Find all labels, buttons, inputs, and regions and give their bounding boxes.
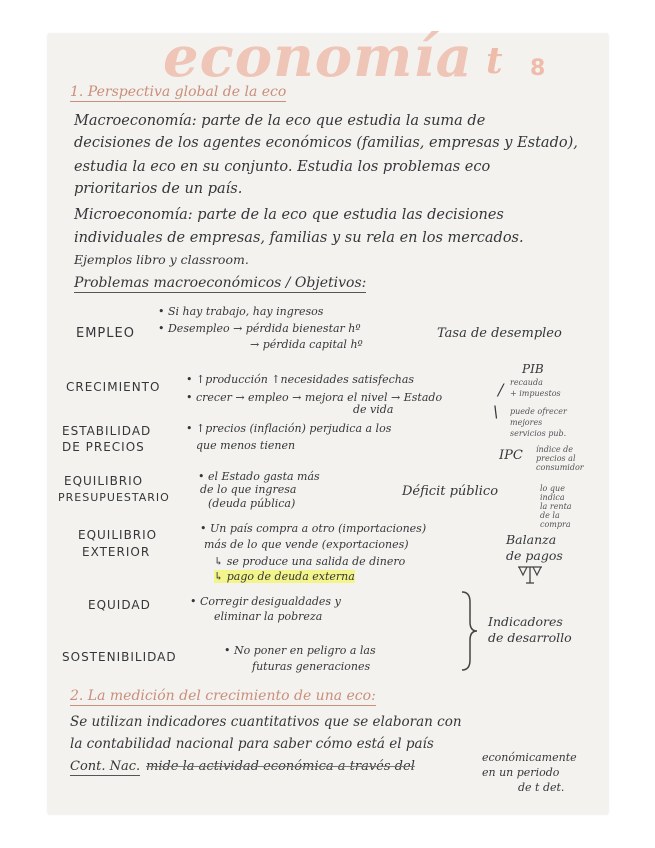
crecimiento-note: recauda: [510, 378, 543, 387]
estabilidad-note: índice de: [536, 445, 574, 454]
crecimiento-line: • ↑producción ↑necesidades satisfechas: [186, 373, 415, 386]
sostenibilidad-line: futuras generaciones: [252, 660, 371, 673]
crecimiento-line: de vida: [353, 403, 394, 416]
macro-line: Macroeconomía: parte de la eco que estudia la suma de: [74, 113, 486, 129]
micro-line: Microeconomía: parte de la eco que estudia las decisiones: [74, 207, 504, 223]
presupuesto-note: lo que: [540, 484, 565, 493]
crecimiento-note: puede ofrecer: [510, 407, 567, 416]
indicadores-label: de desarrollo: [488, 630, 572, 645]
cont-nac-text: mide la actividad económica a través del: [146, 759, 415, 774]
presupuesto-line: (deuda pública): [208, 497, 296, 510]
exterior-line: • Un país compra a otro (importaciones): [200, 522, 427, 535]
presupuesto-note: de la: [540, 511, 560, 520]
problems-heading: Problemas macroeconómicos / Objetivos:: [74, 275, 367, 291]
estabilidad-note: consumidor: [536, 463, 584, 472]
equidad-label: EQUIDAD: [88, 598, 151, 612]
title-topic-letter: t: [486, 40, 503, 82]
empleo-indicator: Tasa de desempleo: [437, 326, 562, 341]
section-2-note: en un periodo: [482, 766, 560, 779]
equidad-line: eliminar la pobreza: [214, 610, 323, 623]
title-topic-number: 8: [530, 56, 546, 81]
section-2-line: Se utilizan indicadores cuantitativos que se elaboran con: [70, 714, 462, 730]
crecimiento-indicator: PIB: [522, 362, 544, 376]
presupuesto-line: • el Estado gasta más: [198, 470, 320, 483]
empleo-label: EMPLEO: [76, 326, 135, 341]
estabilidad-indicator: IPC: [499, 448, 523, 463]
empleo-line: • Desempleo → pérdida bienestar hº: [158, 322, 361, 335]
crecimiento-line: • crecer → empleo → mejora el nivel → Estado: [186, 391, 443, 404]
presupuesto-label: EQUILIBRIO: [64, 474, 144, 488]
presupuesto-line: de lo que ingresa: [200, 483, 297, 496]
section-2-note: económicamente: [482, 751, 577, 764]
page-title: economía: [163, 24, 473, 90]
equidad-line: • Corregir desigualdades y: [190, 595, 341, 608]
crecimiento-label: CRECIMIENTO: [66, 380, 161, 394]
estabilidad-line: • ↑precios (inflación) perjudica a los: [186, 422, 392, 435]
crecimiento-backslash: \: [493, 402, 499, 421]
estabilidad-label: ESTABILIDAD: [62, 424, 152, 438]
section-2-line: la contabilidad nacional para saber cómo está el país: [70, 736, 434, 752]
estabilidad-note: precios al: [536, 454, 576, 463]
presupuesto-note: compra: [540, 520, 571, 529]
empleo-line: • Si hay trabajo, hay ingresos: [158, 305, 324, 318]
presupuesto-note: la renta: [540, 502, 572, 511]
exterior-indicator: Balanza: [506, 532, 557, 547]
exterior-label: EQUILIBRIO: [78, 528, 158, 542]
crecimiento-slash: /: [498, 380, 504, 399]
curly-brace-icon: [458, 590, 480, 672]
presupuesto-label: PRESUPUESTARIO: [58, 491, 170, 504]
estabilidad-label: DE PRECIOS: [62, 440, 145, 454]
micro-line: Ejemplos libro y classroom.: [74, 252, 249, 267]
macro-line: decisiones de los agentes económicos (familias, empresas y Estado),: [74, 135, 578, 151]
exterior-line: más de lo que vende (exportaciones): [204, 538, 409, 551]
balance-scale-icon: [516, 563, 544, 585]
indicadores-label: Indicadores: [488, 614, 563, 629]
empleo-line: → pérdida capital hº: [250, 338, 363, 351]
presupuesto-note: indica: [540, 493, 565, 502]
exterior-line-highlighted: ↳ pago de deuda externa: [214, 570, 355, 583]
presupuesto-indicator: Déficit público: [402, 484, 499, 499]
sostenibilidad-line: • No poner en peligro a las: [224, 644, 376, 657]
exterior-indicator: de pagos: [506, 548, 563, 563]
cont-nac-label: Cont. Nac.: [70, 759, 141, 774]
exterior-line: ↳ se produce una salida de dinero: [214, 555, 406, 568]
section-2-heading: 2. La medición del crecimiento de una eco:: [70, 688, 376, 704]
macro-line: prioritarios de un país.: [74, 181, 243, 197]
section-1-heading: 1. Perspectiva global de la eco: [70, 84, 287, 100]
exterior-label: EXTERIOR: [82, 545, 151, 559]
macro-line: estudia la eco en su conjunto. Estudia los problemas eco: [74, 159, 491, 175]
crecimiento-note: mejores: [510, 418, 543, 427]
estabilidad-line: que menos tienen: [196, 439, 296, 452]
micro-line: individuales de empresas, familias y su rela en los mercados.: [74, 230, 524, 246]
sostenibilidad-label: SOSTENIBILIDAD: [62, 650, 177, 664]
crecimiento-note: + impuestos: [510, 389, 561, 398]
crecimiento-note: servicios pub.: [510, 429, 567, 438]
section-2-note: de t det.: [518, 781, 565, 794]
